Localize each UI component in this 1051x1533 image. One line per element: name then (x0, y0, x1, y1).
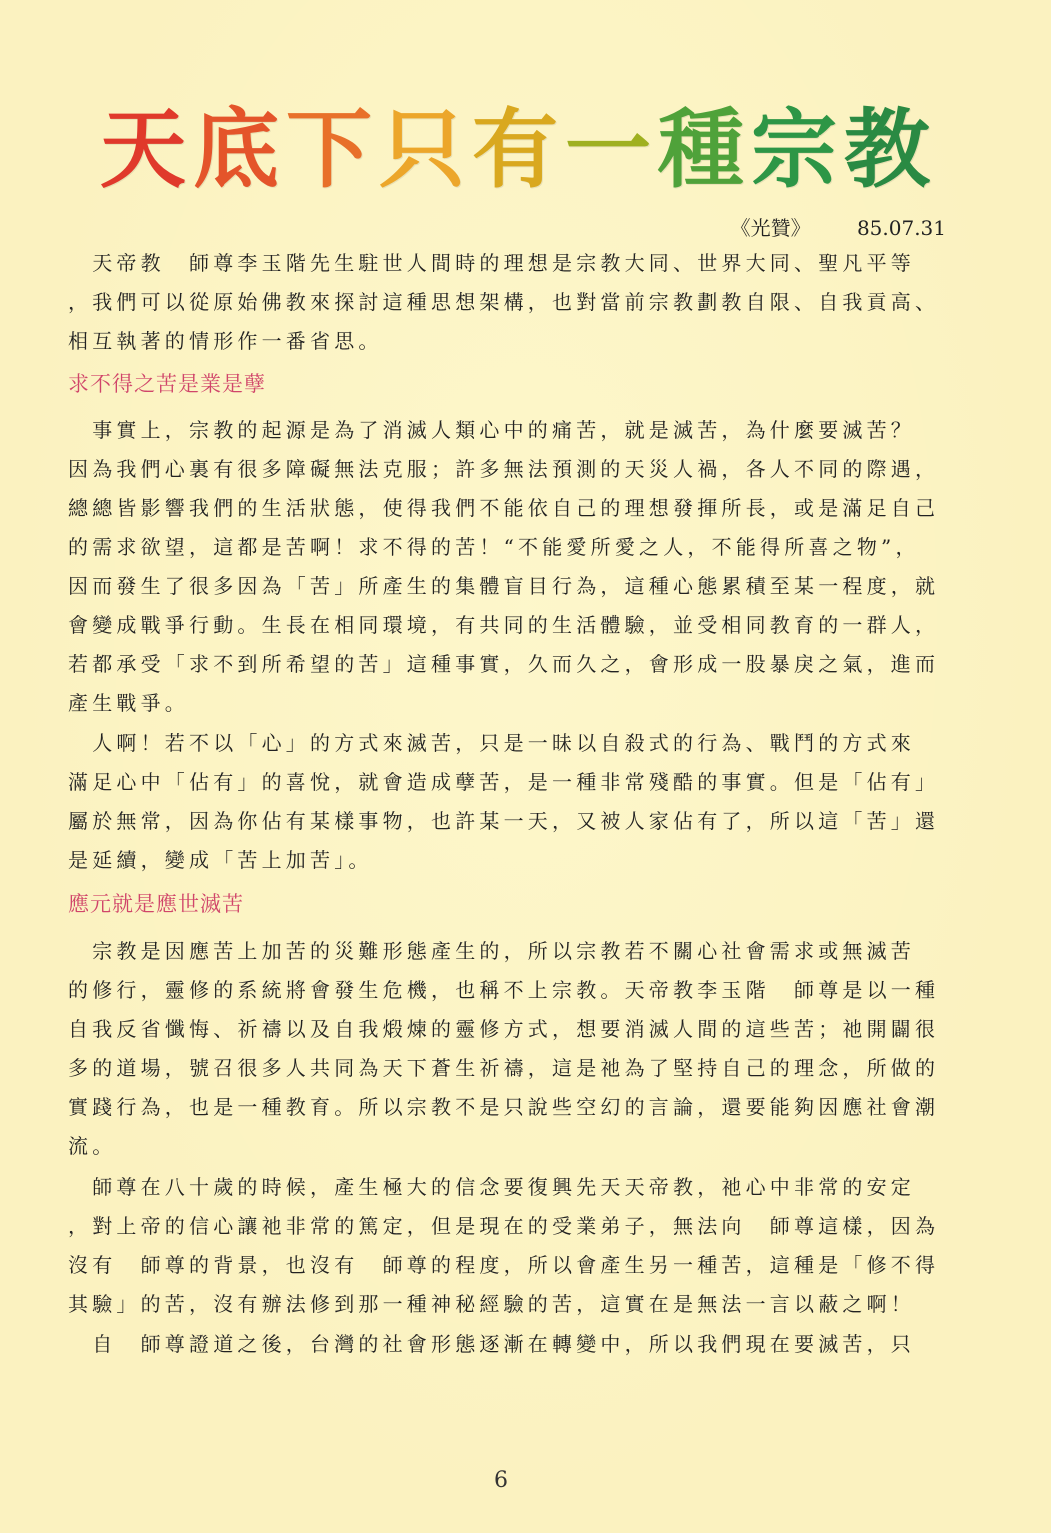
section-heading: 求不得之苦是業是孽 (68, 372, 266, 396)
title-char: 宗 (751, 100, 837, 200)
title-char: 底 (193, 100, 279, 200)
text-line: 的需求欲望，這都是苦啊！求不得的苦！“不能愛所愛之人，不能得所喜之物”， (68, 535, 920, 559)
paragraph (68, 1168, 943, 1324)
title-char: 一 (565, 100, 651, 200)
text-line: 屬於無常，因為你佔有某樣事物，也許某一天，又被人家佔有了，所以這「苦」還 (68, 809, 940, 833)
paragraph (68, 724, 943, 880)
text-line: 自我反省懺悔、祈禱以及自我煅煉的靈修方式，想要消滅人間的這些苦；祂開闢很 (68, 1017, 940, 1041)
text-line: 實踐行為，也是一種教育。所以宗教不是只說些空幻的言論，還要能夠因應社會潮 (68, 1095, 940, 1119)
text-line: 總總皆影響我們的生活狀態，使得我們不能依自己的理想發揮所長，或是滿足自己 (68, 496, 940, 520)
title-char: 教 (844, 100, 930, 200)
page-title (100, 100, 930, 200)
text-line: 若都承受「求不到所希望的苦」這種事實，久而久之，會形成一股暴戾之氣，進而 (68, 652, 940, 676)
text-line: 因為我們心裏有很多障礙無法克服；許多無法預測的天災人禍，各人不同的際遇， (68, 457, 940, 481)
text-line: 相互執著的情形作一番省思。 (68, 329, 383, 353)
text-line: 會變成戰爭行動。生長在相同環境，有共同的生活體驗，並受相同教育的一群人， (68, 613, 940, 637)
text-line: ，我們可以從原始佛教來探討這種思想架構，也對當前宗教劃教自限、自我貢高、 (68, 290, 940, 314)
title-char: 種 (658, 100, 744, 200)
title-char: 有 (472, 100, 558, 200)
title-char: 天 (100, 100, 186, 200)
text-line: 沒有 師尊的背景，也沒有 師尊的程度，所以會產生另一種苦，這種是「修不得 (68, 1253, 940, 1277)
text-line: 其驗」的苦，沒有辦法修到那一種神秘經驗的苦，這實在是無法一言以蔽之啊！ (68, 1292, 915, 1316)
page-number: 6 (494, 1468, 508, 1493)
text-line: 天帝教 師尊李玉階先生駐世人間時的理想是宗教大同、世界大同、聖凡平等 (68, 251, 915, 275)
text-line: 自 師尊證道之後，台灣的社會形態逐漸在轉變中，所以我們現在要滅苦，只 (68, 1332, 915, 1356)
section-heading: 應元就是應世滅苦 (68, 892, 244, 916)
text-line: 流。 (68, 1134, 117, 1158)
paragraph (68, 932, 943, 1166)
title-char: 只 (379, 100, 465, 200)
text-line: 因而發生了很多因為「苦」所產生的集體盲目行為，這種心態累積至某一程度，就 (68, 574, 940, 598)
text-line: 人啊！若不以「心」的方式來滅苦，只是一昧以自殺式的行為、戰鬥的方式來 (68, 731, 915, 755)
text-line: 師尊在八十歲的時候，產生極大的信念要復興先天天帝教，祂心中非常的安定 (68, 1175, 915, 1199)
intro-paragraph (68, 244, 943, 361)
text-line: ，對上帝的信心讓祂非常的篤定，但是現在的受業弟子，無法向 師尊這樣，因為 (68, 1214, 940, 1238)
text-line: 滿足心中「佔有」的喜悅，就會造成孽苦，是一種非常殘酷的事實。但是「佔有」 (68, 770, 940, 794)
source-line (731, 212, 946, 241)
publication-name: 《光贊》 (730, 216, 811, 240)
paragraph (68, 1325, 943, 1364)
text-line: 多的道場，號召很多人共同為天下蒼生祈禱，這是祂為了堅持自己的理念，所做的 (68, 1056, 940, 1080)
text-line: 的修行，靈修的系統將會發生危機，也稱不上宗教。天帝教李玉階 師尊是以一種 (68, 978, 940, 1002)
publication-date: 85.07.31 (856, 216, 946, 240)
title-char: 下 (286, 100, 372, 200)
text-line: 宗教是因應苦上加苦的災難形態產生的，所以宗教若不關心社會需求或無滅苦 (68, 939, 915, 963)
paragraph (68, 411, 943, 723)
text-line: 是延續，變成「苦上加苦」。 (68, 848, 373, 872)
text-line: 事實上，宗教的起源是為了消滅人類心中的痛苦，就是滅苦，為什麼要滅苦？ (68, 418, 915, 442)
text-line: 產生戰爭。 (68, 691, 189, 715)
